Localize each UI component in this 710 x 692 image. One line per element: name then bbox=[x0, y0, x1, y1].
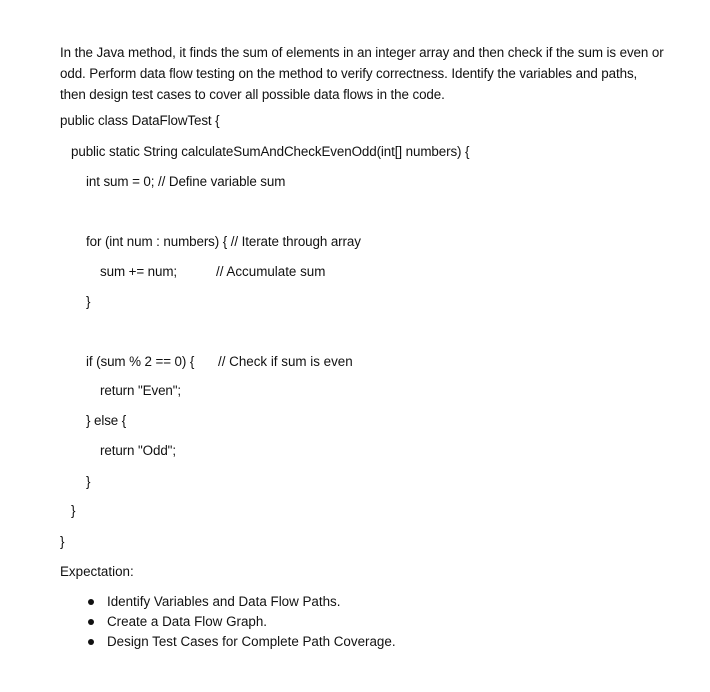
description-line: then design test cases to cover all possible data flows in the code. bbox=[60, 87, 445, 102]
code-accumulate-comment: // Accumulate sum bbox=[216, 264, 326, 279]
code-else-statement: } else { bbox=[86, 413, 127, 428]
expectation-heading: Expectation: bbox=[60, 564, 134, 579]
code-for-loop: for (int num : numbers) { // Iterate through array bbox=[86, 234, 361, 249]
list-item bbox=[86, 633, 396, 653]
list-item bbox=[86, 593, 396, 613]
description-line: odd. Perform data flow testing on the method to verify correctness. Identify the variables and paths, bbox=[60, 66, 638, 81]
expectation-list bbox=[86, 593, 396, 653]
list-item-text: Create a Data Flow Graph. bbox=[107, 614, 268, 629]
code-if-comment: // Check if sum is even bbox=[218, 354, 353, 369]
code-sum-accumulate: sum += num; bbox=[100, 264, 178, 279]
list-item bbox=[86, 613, 396, 633]
code-return-even: return "Even"; bbox=[100, 383, 182, 398]
bullet-icon bbox=[88, 599, 94, 605]
bullet-icon bbox=[88, 639, 94, 645]
description-line: In the Java method, it finds the sum of elements in an integer array and then check if the sum is even or bbox=[60, 45, 664, 60]
code-sum-init: int sum = 0; // Define variable sum bbox=[86, 174, 286, 189]
problem-description bbox=[60, 42, 700, 105]
list-item-text: Identify Variables and Data Flow Paths. bbox=[107, 594, 341, 609]
code-class-declaration: public class DataFlowTest { bbox=[60, 113, 220, 128]
code-return-odd: return "Odd"; bbox=[100, 443, 176, 458]
code-class-close: } bbox=[60, 534, 65, 549]
bullet-icon bbox=[88, 619, 94, 625]
code-if-statement: if (sum % 2 == 0) { bbox=[86, 354, 195, 369]
code-if-close: } bbox=[86, 474, 91, 489]
code-for-close: } bbox=[86, 294, 91, 309]
code-method-close: } bbox=[71, 503, 76, 518]
code-method-declaration: public static String calculateSumAndCheckEvenOdd(int[] numbers) { bbox=[71, 144, 470, 159]
list-item-text: Design Test Cases for Complete Path Coverage. bbox=[107, 634, 396, 649]
